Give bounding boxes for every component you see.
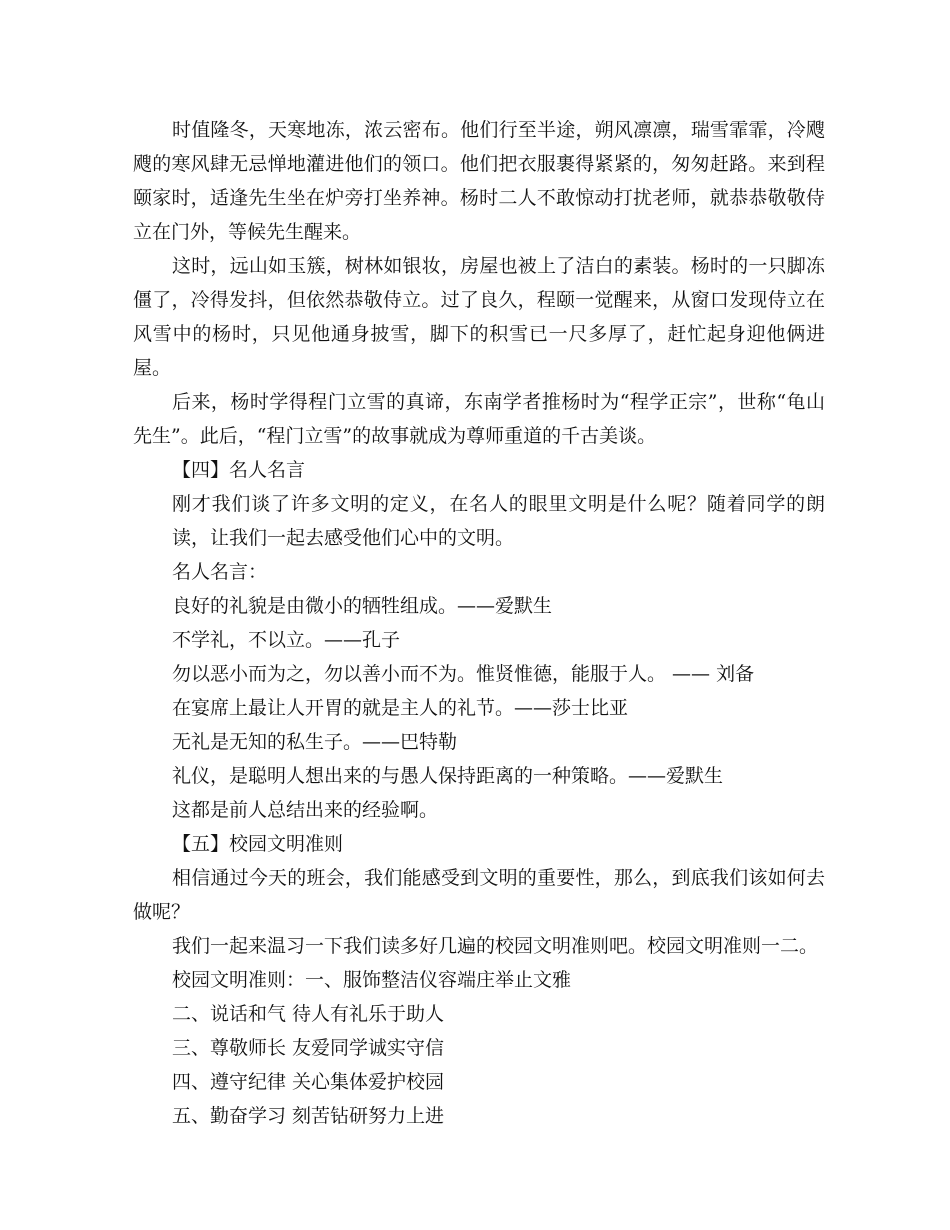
section-5-intro: 相信通过今天的班会，我们能感受到文明的重要性，那么，到底我们该如何去做呢？: [133, 867, 825, 923]
quote-item: 在宴席上最让人开胃的就是主人的礼节。——莎士比亚: [172, 697, 629, 719]
section-5-heading: 【五】校园文明准则: [172, 833, 344, 855]
document-body: [133, 113, 825, 1133]
quote-item: 礼仪，是聪明人想出来的与愚人保持距离的一种策略。——爱默生: [172, 765, 724, 787]
quotes-label: 名人名言：: [172, 561, 268, 583]
rule-item: 校园文明准则：一、服饰整洁仪容端庄举止文雅: [172, 969, 572, 991]
quote-item: 无礼是无知的私生子。——巴特勒: [172, 731, 458, 753]
story-paragraph-3: 后来，杨时学得程门立雪的真谛，东南学者推杨时为“程学正宗”，世称“龟山先生”。此后，“程门立雪”的故事就成为尊师重道的千古美谈。: [133, 391, 825, 447]
quote-item: 良好的礼貌是由微小的牺牲组成。——爱默生: [172, 595, 553, 617]
section-4-closing: 这都是前人总结出来的经验啊。: [172, 799, 439, 821]
rule-item: 五、勤奋学习 刻苦钻研努力上进: [172, 1105, 445, 1127]
section-4-heading: 【四】名人名言: [172, 459, 306, 481]
quote-item: 不学礼，不以立。——孔子: [172, 629, 401, 651]
section-4-intro: 刚才我们谈了许多文明的定义，在名人的眼里文明是什么呢？随着同学的朗读，让我们一起去感受他们心中的文明。: [172, 493, 825, 549]
rule-item: 二、说话和气 待人有礼乐于助人: [172, 1003, 445, 1025]
rule-item: 三、尊敬师长 友爱同学诚实守信: [172, 1037, 445, 1059]
rule-item: 四、遵守纪律 关心集体爱护校园: [172, 1071, 445, 1093]
story-paragraph-1: 时值隆冬，天寒地冻，浓云密布。他们行至半途，朔风凛凛，瑞雪霏霏，冷飕飕的寒风肆无忌惮地灌进他们的领口。他们把衣服裹得紧紧的，匆匆赶路。来到程颐家时，适逢先生坐在炉旁打坐养神。杨时二人不敢惊动打扰老师，就恭恭敬敬侍立在门外，等候先生醒来。: [133, 119, 825, 243]
quote-item: 勿以恶小而为之，勿以善小而不为。惟贤惟德，能服于人。 —— 刘备: [172, 663, 755, 685]
section-5-review: 我们一起来温习一下我们读多好几遍的校园文明准则吧。校园文明准则一二。: [172, 935, 819, 957]
story-paragraph-2: 这时，远山如玉簇，树林如银妆，房屋也被上了洁白的素装。杨时的一只脚冻僵了，冷得发抖，但依然恭敬侍立。过了良久，程颐一觉醒来，从窗口发现侍立在风雪中的杨时，只见他通身披雪，脚下的积雪已一尺多厚了，赶忙起身迎他俩进屋。: [133, 255, 825, 379]
